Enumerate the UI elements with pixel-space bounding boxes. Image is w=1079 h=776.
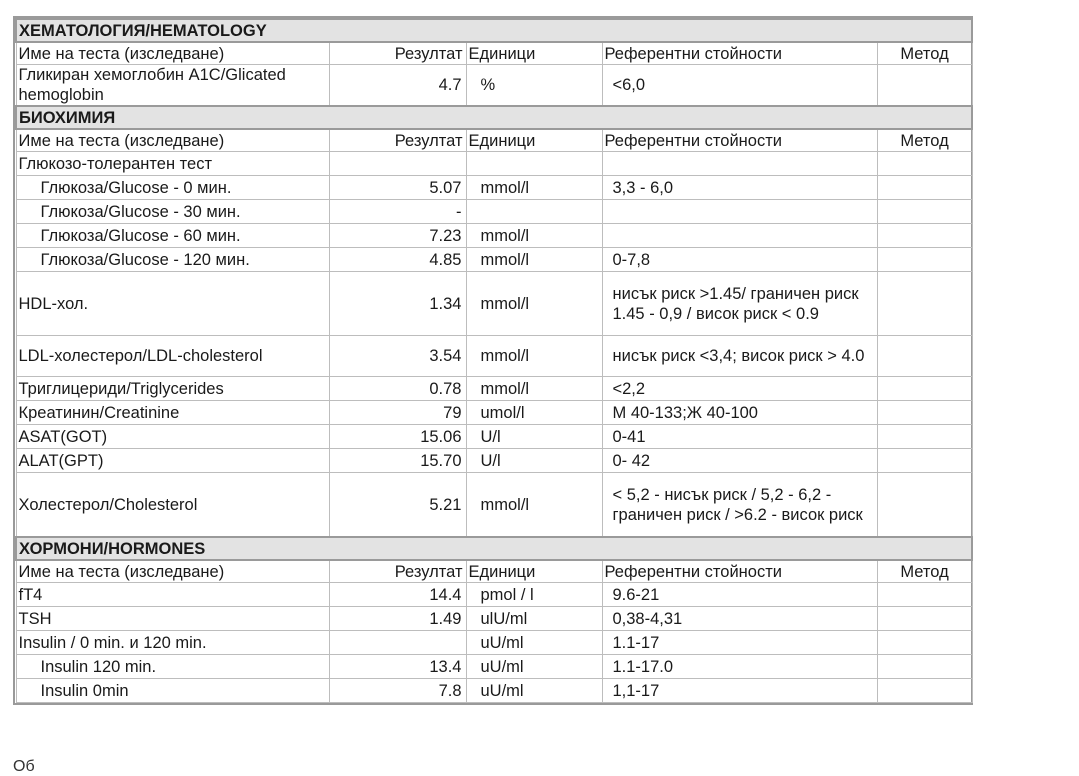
test-name: Креатинин/Creatinine bbox=[16, 401, 329, 425]
reference-text: 1,1-17 bbox=[612, 681, 660, 700]
test-reference bbox=[602, 176, 877, 200]
reference-text: 0,38-4,31 bbox=[612, 609, 683, 628]
test-result: 3.54 bbox=[329, 336, 466, 377]
test-reference bbox=[602, 425, 877, 449]
test-name: TSH bbox=[16, 607, 329, 631]
test-result: 7.23 bbox=[329, 224, 466, 248]
column-header-method: Метод bbox=[877, 560, 972, 583]
test-name: ASAT(GOT) bbox=[16, 425, 329, 449]
test-result: 4.85 bbox=[329, 248, 466, 272]
table-row bbox=[16, 200, 972, 224]
test-method bbox=[877, 607, 972, 631]
test-name: Insulin 0min bbox=[16, 679, 329, 703]
test-name: Insulin 120 min. bbox=[16, 655, 329, 679]
test-reference bbox=[602, 152, 877, 176]
table-row bbox=[16, 248, 972, 272]
test-units bbox=[466, 152, 602, 176]
section-title: БИОХИМИЯ bbox=[16, 106, 972, 129]
table-row bbox=[16, 401, 972, 425]
table-row bbox=[16, 679, 972, 703]
test-method bbox=[877, 401, 972, 425]
test-name: Глюкозо-толерантен тест bbox=[16, 152, 329, 176]
test-method bbox=[877, 65, 972, 107]
test-method bbox=[877, 336, 972, 377]
column-header-reference: Референтни стойности bbox=[602, 42, 877, 65]
test-method bbox=[877, 583, 972, 607]
test-reference bbox=[602, 679, 877, 703]
reference-text: 3,3 - 6,0 bbox=[612, 178, 674, 197]
test-reference bbox=[602, 200, 877, 224]
test-name: ALAT(GPT) bbox=[16, 449, 329, 473]
table-row bbox=[16, 473, 972, 538]
test-reference bbox=[602, 224, 877, 248]
test-units: ulU/ml bbox=[466, 607, 602, 631]
test-result bbox=[329, 152, 466, 176]
test-name: Триглицериди/Triglycerides bbox=[16, 377, 329, 401]
reference-text: 1.1-17.0 bbox=[612, 657, 674, 676]
footer-text-fragment: Об bbox=[13, 758, 35, 775]
test-result bbox=[329, 631, 466, 655]
test-result: 5.21 bbox=[329, 473, 466, 538]
test-method bbox=[877, 679, 972, 703]
test-units: mmol/l bbox=[466, 248, 602, 272]
test-method bbox=[877, 152, 972, 176]
test-reference bbox=[602, 65, 877, 107]
test-method bbox=[877, 224, 972, 248]
test-method bbox=[877, 631, 972, 655]
test-method bbox=[877, 377, 972, 401]
section-title: ХОРМОНИ/HORMONES bbox=[16, 537, 972, 560]
test-units: mmol/l bbox=[466, 272, 602, 336]
test-result: 4.7 bbox=[329, 65, 466, 107]
column-header-name: Име на теста (изследване) bbox=[16, 129, 329, 152]
column-header-result: Резултат bbox=[329, 129, 466, 152]
table-row bbox=[16, 583, 972, 607]
column-header-method: Метод bbox=[877, 129, 972, 152]
test-units: mmol/l bbox=[466, 336, 602, 377]
test-units: % bbox=[466, 65, 602, 107]
test-result: 1.49 bbox=[329, 607, 466, 631]
test-name: Гликиран хемоглобин А1С/Glicated hemoglobin bbox=[16, 65, 329, 107]
test-name: fT4 bbox=[16, 583, 329, 607]
test-units: uU/ml bbox=[466, 631, 602, 655]
reference-text: < 5,2 - нисък риск / 5,2 - 6,2 - граничен риск / >6.2 - висок риск bbox=[612, 485, 863, 524]
column-header-row bbox=[16, 42, 972, 65]
lab-results-report bbox=[13, 16, 973, 705]
test-reference bbox=[602, 449, 877, 473]
test-name: Глюкоза/Glucose - 30 мин. bbox=[16, 200, 329, 224]
test-name: LDL-холестерол/LDL-cholesterol bbox=[16, 336, 329, 377]
test-method bbox=[877, 449, 972, 473]
test-units: mmol/l bbox=[466, 377, 602, 401]
test-units: mmol/l bbox=[466, 473, 602, 538]
table-row bbox=[16, 176, 972, 200]
test-method bbox=[877, 176, 972, 200]
test-reference bbox=[602, 401, 877, 425]
table-row bbox=[16, 377, 972, 401]
test-result: 15.70 bbox=[329, 449, 466, 473]
test-units: pmol / l bbox=[466, 583, 602, 607]
test-name: Глюкоза/Glucose - 60 мин. bbox=[16, 224, 329, 248]
test-name: Insulin / 0 min. и 120 min. bbox=[16, 631, 329, 655]
column-header-units: Единици bbox=[466, 42, 602, 65]
column-header-reference: Референтни стойности bbox=[602, 560, 877, 583]
test-reference bbox=[602, 473, 877, 538]
test-reference bbox=[602, 248, 877, 272]
reference-text: нисък риск <3,4; висок риск > 4.0 bbox=[612, 347, 865, 365]
reference-text: 1.1-17 bbox=[612, 633, 660, 652]
test-units: uU/ml bbox=[466, 655, 602, 679]
test-reference bbox=[602, 377, 877, 401]
reference-text: 0-41 bbox=[612, 427, 646, 446]
test-units: U/l bbox=[466, 449, 602, 473]
test-name: Глюкоза/Glucose - 0 мин. bbox=[16, 176, 329, 200]
test-result: 15.06 bbox=[329, 425, 466, 449]
reference-text: М 40-133;Ж 40-100 bbox=[612, 403, 758, 422]
test-result: 7.8 bbox=[329, 679, 466, 703]
column-header-result: Резултат bbox=[329, 42, 466, 65]
column-header-units: Единици bbox=[466, 560, 602, 583]
test-name: Глюкоза/Glucose - 120 мин. bbox=[16, 248, 329, 272]
test-units: U/l bbox=[466, 425, 602, 449]
reference-text: <2,2 bbox=[612, 379, 646, 398]
test-result: 13.4 bbox=[329, 655, 466, 679]
column-header-name: Име на теста (изследване) bbox=[16, 42, 329, 65]
test-name: HDL-хол. bbox=[16, 272, 329, 336]
column-header-reference: Референтни стойности bbox=[602, 129, 877, 152]
table-row bbox=[16, 224, 972, 248]
test-reference bbox=[602, 655, 877, 679]
test-units: umol/l bbox=[466, 401, 602, 425]
test-units: mmol/l bbox=[466, 224, 602, 248]
test-method bbox=[877, 425, 972, 449]
test-units bbox=[466, 200, 602, 224]
test-result: - bbox=[329, 200, 466, 224]
section-header bbox=[16, 19, 972, 42]
table-row bbox=[16, 425, 972, 449]
test-units: uU/ml bbox=[466, 679, 602, 703]
reference-text: <6,0 bbox=[612, 76, 646, 94]
column-header-name: Име на теста (изследване) bbox=[16, 560, 329, 583]
test-units: mmol/l bbox=[466, 176, 602, 200]
test-name: Холестерол/Cholesterol bbox=[16, 473, 329, 538]
test-method bbox=[877, 248, 972, 272]
column-header-result: Резултат bbox=[329, 560, 466, 583]
test-reference bbox=[602, 336, 877, 377]
test-result: 5.07 bbox=[329, 176, 466, 200]
table-row bbox=[16, 655, 972, 679]
test-result: 0.78 bbox=[329, 377, 466, 401]
reference-text: 0-7,8 bbox=[612, 250, 651, 269]
test-method bbox=[877, 655, 972, 679]
test-reference bbox=[602, 607, 877, 631]
table-row bbox=[16, 336, 972, 377]
test-result: 1.34 bbox=[329, 272, 466, 336]
test-result: 79 bbox=[329, 401, 466, 425]
section-header bbox=[16, 537, 972, 560]
column-header-method: Метод bbox=[877, 42, 972, 65]
table-row bbox=[16, 631, 972, 655]
table-row bbox=[16, 272, 972, 336]
reference-text: нисък риск >1.45/ граничен риск 1.45 - 0,9 / висок риск < 0.9 bbox=[612, 284, 859, 323]
test-method bbox=[877, 473, 972, 538]
table-row bbox=[16, 449, 972, 473]
test-reference bbox=[602, 583, 877, 607]
test-reference bbox=[602, 272, 877, 336]
table-row bbox=[16, 607, 972, 631]
section-header bbox=[16, 106, 972, 129]
results-table bbox=[15, 18, 973, 703]
reference-text: 9.6-21 bbox=[612, 585, 660, 604]
test-reference bbox=[602, 631, 877, 655]
table-row bbox=[16, 152, 972, 176]
table-row bbox=[16, 65, 972, 107]
test-method bbox=[877, 272, 972, 336]
column-header-units: Единици bbox=[466, 129, 602, 152]
section-title: ХЕМАТОЛОГИЯ/HEMATOLOGY bbox=[16, 19, 972, 42]
reference-text: 0- 42 bbox=[612, 451, 651, 470]
test-method bbox=[877, 200, 972, 224]
column-header-row bbox=[16, 560, 972, 583]
column-header-row bbox=[16, 129, 972, 152]
test-result: 14.4 bbox=[329, 583, 466, 607]
